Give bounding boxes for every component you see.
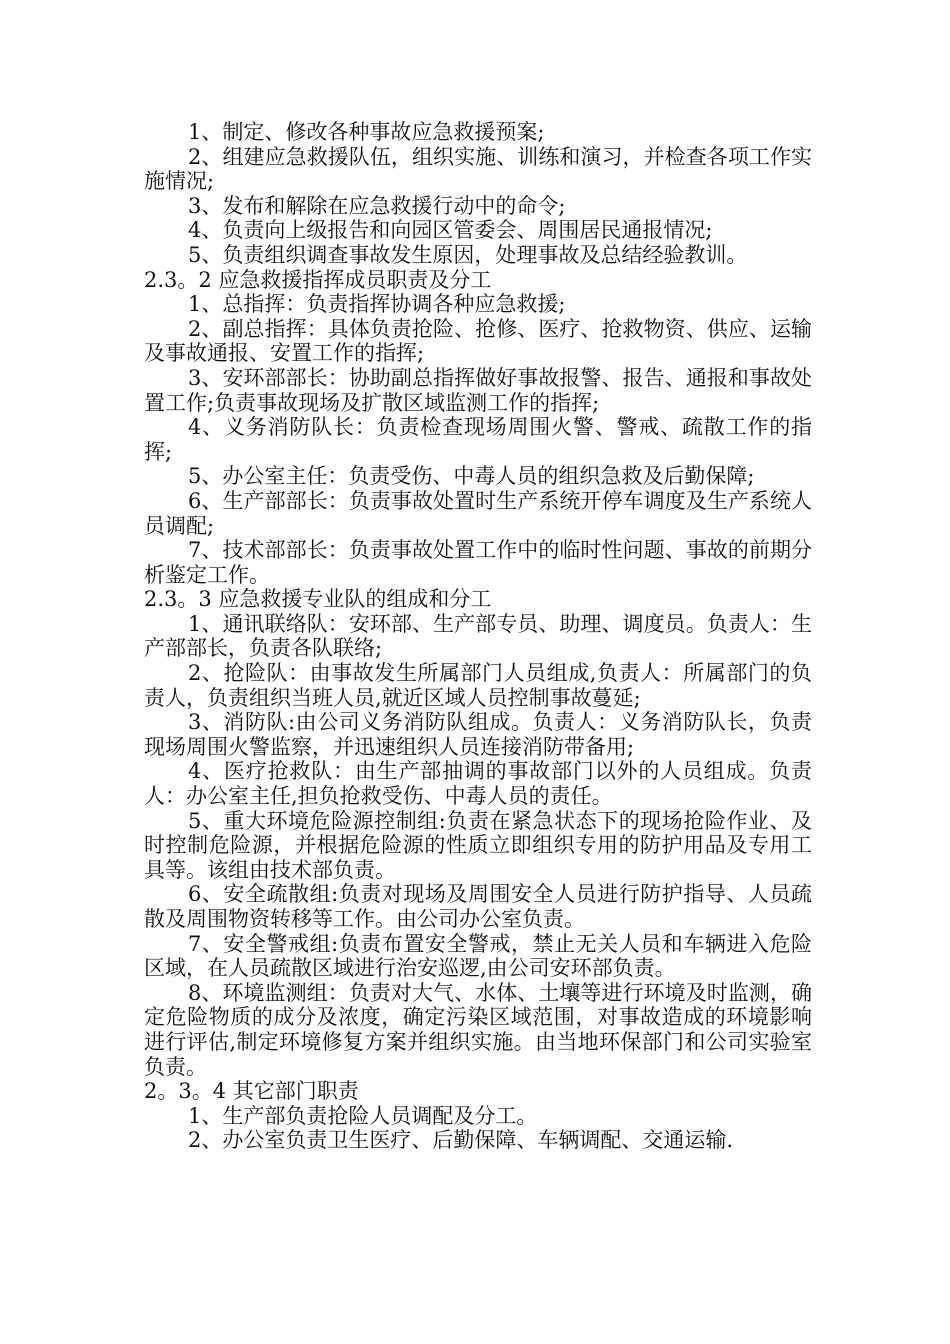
section-heading-2-3-4: 2。3。4 其它部门职责 [144, 1079, 359, 1104]
paragraph-12: 7、技术部部长：负责事故处置工作中的临时性问题、事故的前期分析鉴定工作。 [144, 538, 812, 587]
paragraph-17: 5、重大环境危险源控制组:负责在紧急状态下的现场抢险作业、及时控制危险源，并根据危险源的性质立即组织专用的防护用品及专用工具等。该组由技术部负责。 [144, 808, 812, 882]
section-heading-2-3-2: 2.3。2 应急救援指挥成员职责及分工 [144, 267, 492, 292]
paragraph-10: 5、办公室主任：负责受伤、中毒人员的组织急救及后勤保障; [188, 464, 755, 489]
section-heading-2-3-3: 2.3。3 应急救援专业队的组成和分工 [144, 587, 492, 612]
paragraph-19: 7、安全警戒组:负责布置安全警戒，禁止无关人员和车辆进入危险区域，在人员疏散区域进行治安巡逻,由公司安环部负责。 [144, 931, 812, 981]
paragraph-22: 2、办公室负责卫生医疗、后勤保障、车辆调配、交通运输. [188, 1128, 734, 1153]
paragraph-1: 1、制定、修改各种事故应急救援预案; [188, 120, 545, 144]
paragraph-2: 2、组建应急救援队伍，组织实施、训练和演习，并检查各项工作实施情况; [144, 144, 812, 194]
paragraph-21: 1、生产部负责抢险人员调配及分工。 [188, 1103, 538, 1128]
paragraph-6: 1、总指挥：负责指挥协调各种应急救援; [188, 292, 566, 317]
paragraph-8: 3、安环部部长：协助副总指挥做好事故报警、报告、通报和事故处置工作;负责事故现场及扩散区域监测工作的指挥; [144, 365, 812, 415]
paragraph-14: 2、抢险队：由事故发生所属部门人员组成,负责人：所属部门的负责人，负责组织当班人员,就近区域人员控制事故蔓延; [144, 661, 812, 710]
paragraph-11: 6、生产部部长：负责事故处置时生产系统开停车调度及生产系统人员调配; [144, 488, 812, 538]
paragraph-7: 2、副总指挥：具体负责抢险、抢修、医疗、抢救物资、供应、运输及事故通报、安置工作的指挥; [144, 316, 812, 366]
paragraph-20: 8、环境监测组：负责对大气、水体、土壤等进行环境及时监测，确定危险物质的成分及浓度，确定污染区域范围，对事故造成的环境影响进行评估,制定环境修复方案并组织实施。由当地环保部门和公司实验室负责。 [144, 980, 812, 1079]
paragraph-18: 6、安全疏散组:负责对现场及周围安全人员进行防护指导、人员疏散及周围物资转移等工作。由公司办公室负责。 [144, 882, 812, 931]
paragraph-4: 4、负责向上级报告和向园区管委会、周围居民通报情况; [188, 218, 713, 243]
paragraph-9: 4、义务消防队长：负责检查现场周围火警、警戒、疏散工作的指挥; [144, 415, 812, 464]
paragraph-3: 3、发布和解除在应急救援行动中的命令; [188, 193, 566, 218]
paragraph-15: 3、消防队:由公司义务消防队组成。负责人：义务消防队长，负责现场周围火警监察，并迅速组织人员连接消防带备用; [144, 710, 812, 759]
paragraph-5: 5、负责组织调查事故发生原因，处理事故及总结经验教训。 [188, 242, 748, 267]
paragraph-16: 4、医疗抢救队：由生产部抽调的事故部门以外的人员组成。负责人：办公室主任,担负抢救受伤、中毒人员的责任。 [144, 759, 812, 809]
document-page [144, 120, 812, 1153]
paragraph-13: 1、通讯联络队：安环部、生产部专员、助理、调度员。负责人：生产部部长，负责各队联络; [144, 611, 812, 661]
